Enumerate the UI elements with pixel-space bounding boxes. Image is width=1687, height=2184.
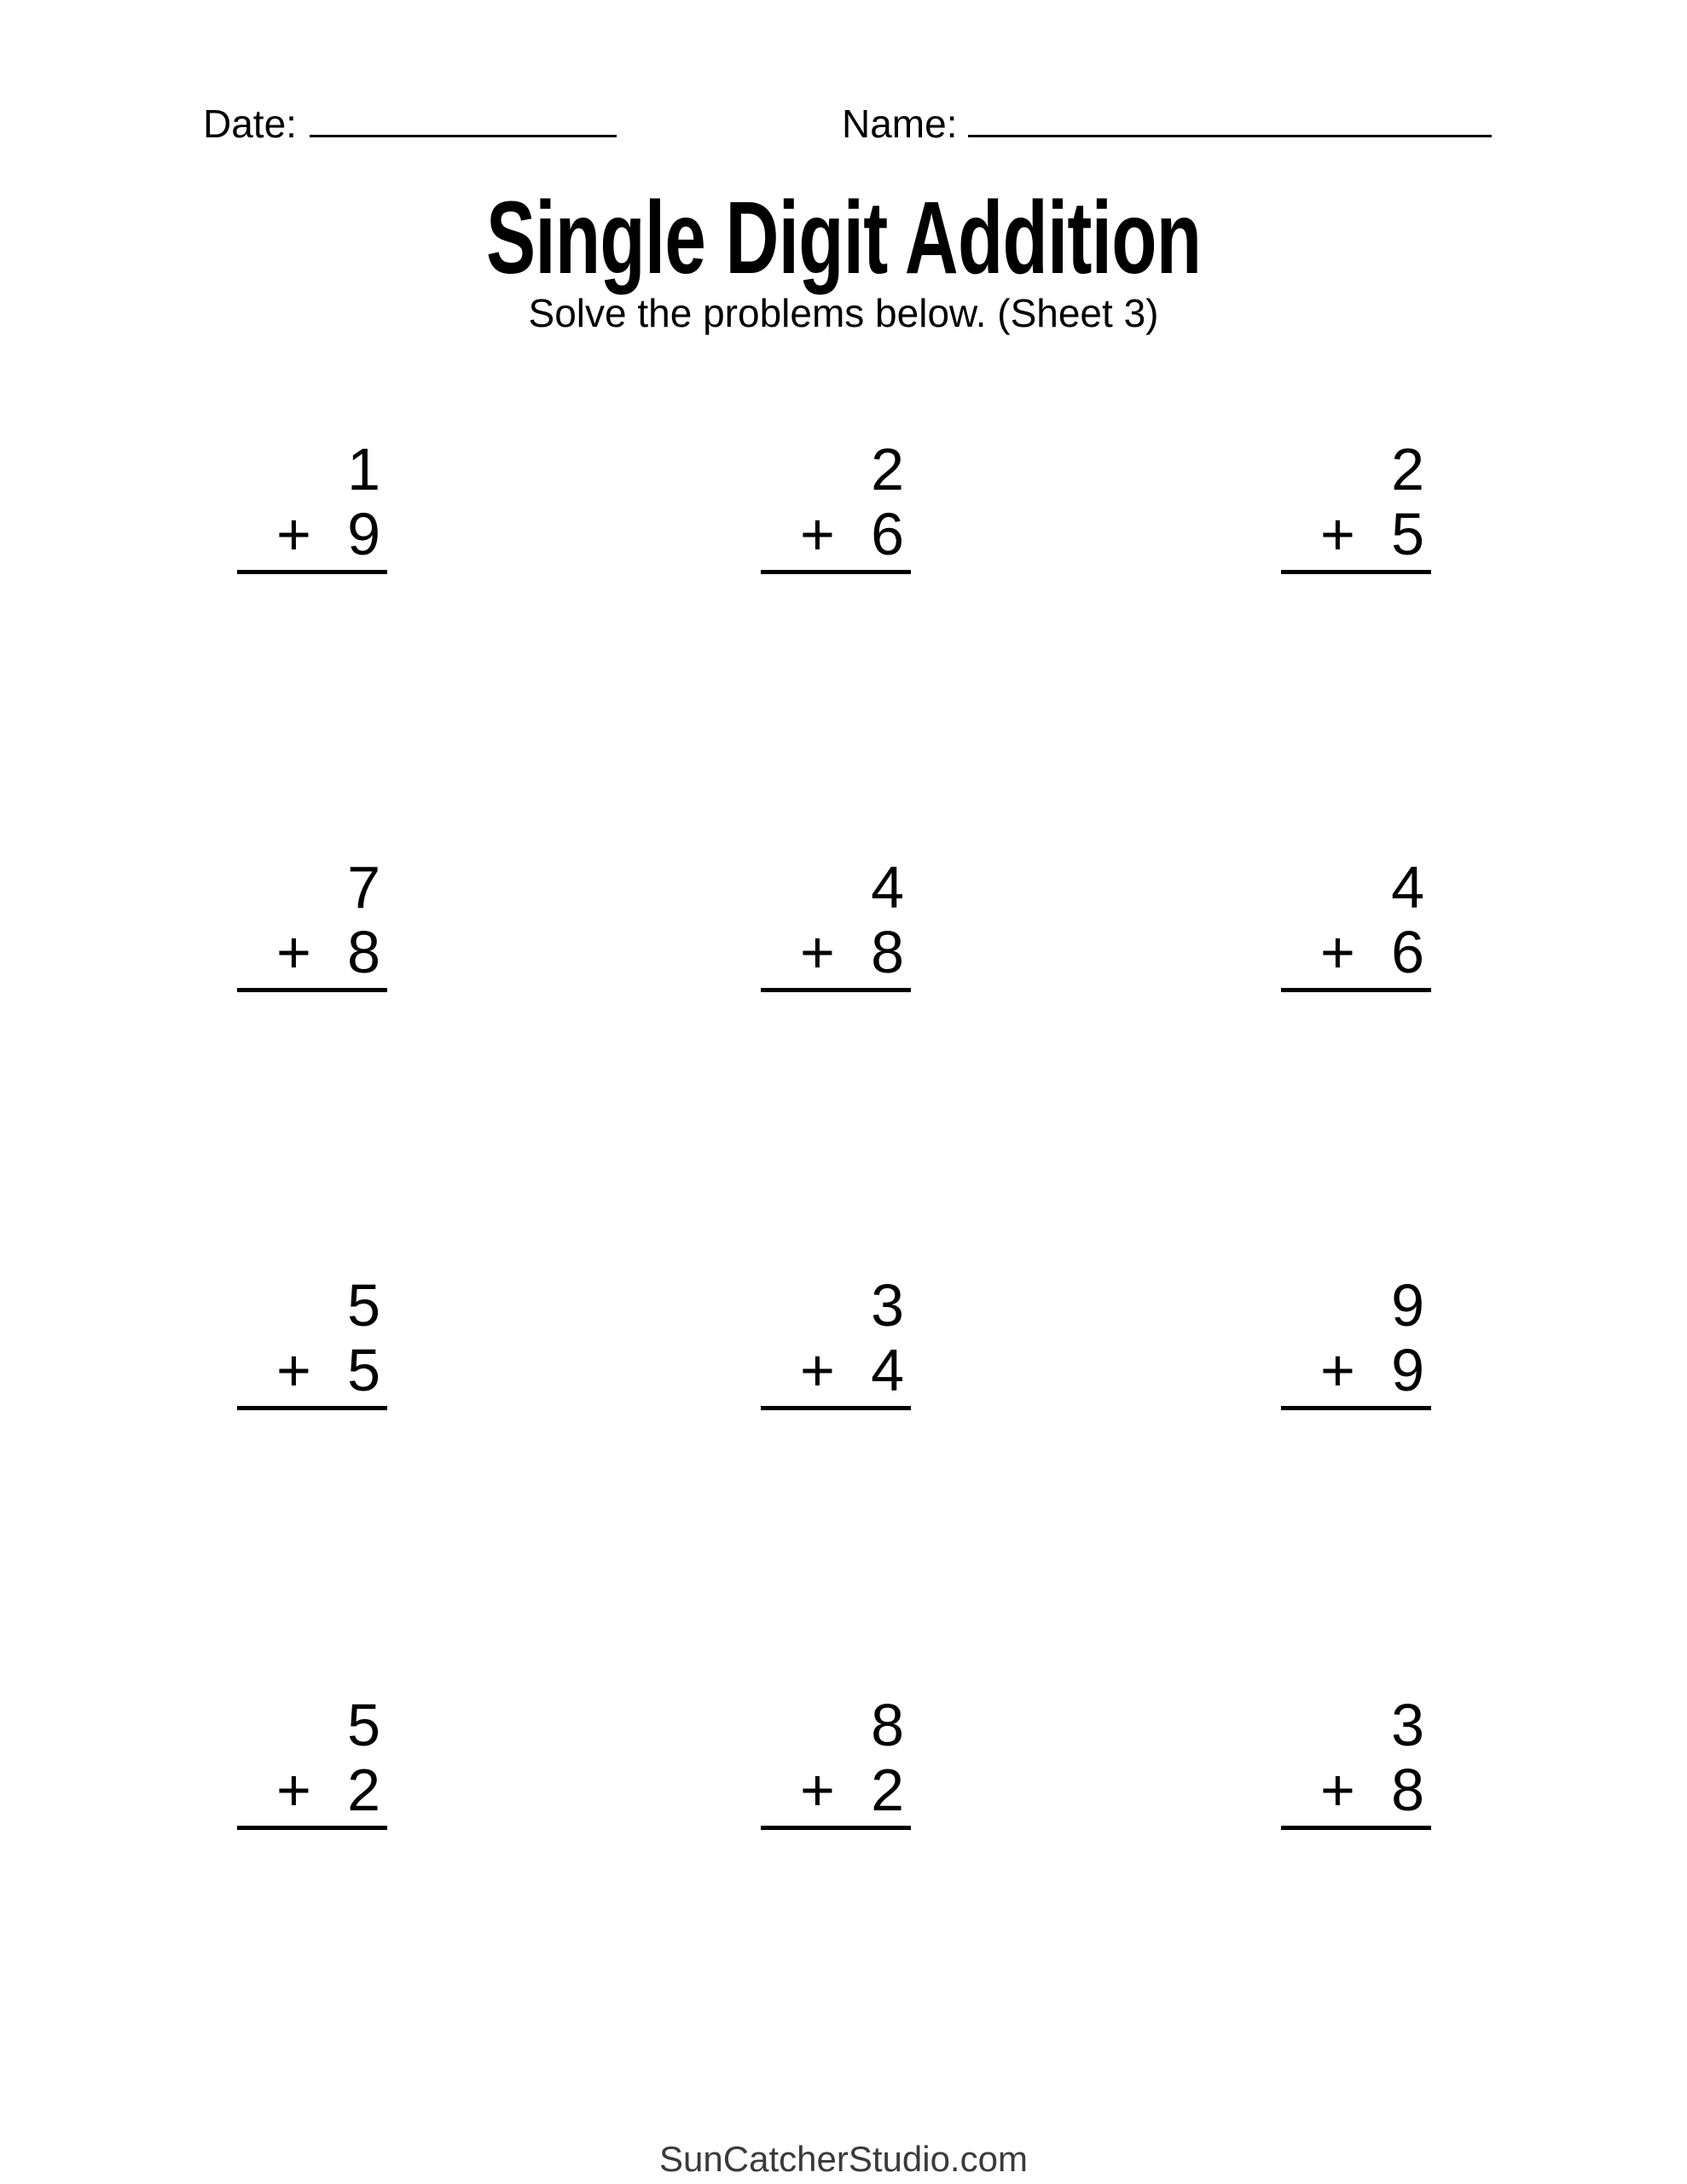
plus-operator: + <box>1320 501 1355 567</box>
answer-line[interactable] <box>761 1406 911 1410</box>
date-label: Date: <box>203 102 297 146</box>
addition-problem-8 <box>761 1273 911 1410</box>
addend-top: 9 <box>1391 1272 1424 1339</box>
answer-line[interactable] <box>237 988 387 992</box>
addend-bottom-row <box>1281 502 1431 566</box>
addend-bottom: 9 <box>1391 1337 1424 1403</box>
addend-bottom: 6 <box>871 501 904 567</box>
plus-operator: + <box>1320 919 1355 985</box>
addend-top: 3 <box>1391 1692 1424 1758</box>
addend-bottom: 2 <box>871 1757 904 1823</box>
addition-problem-5 <box>761 855 911 992</box>
answer-line[interactable] <box>237 1406 387 1410</box>
page-subtitle: Solve the problems below. (Sheet 3) <box>528 291 1159 335</box>
addend-bottom-row <box>1281 1757 1431 1822</box>
addend-top: 4 <box>1391 854 1424 921</box>
addend-bottom-row <box>1281 920 1431 985</box>
plus-operator: + <box>276 919 311 985</box>
addition-problem-3 <box>1281 437 1431 574</box>
plus-operator: + <box>800 501 835 567</box>
title-wrap <box>0 179 1687 295</box>
plus-operator: + <box>1320 1757 1355 1823</box>
plus-operator: + <box>800 1757 835 1823</box>
addition-problem-4 <box>237 855 387 992</box>
addend-bottom: 5 <box>347 1337 380 1403</box>
answer-line[interactable] <box>1281 988 1431 992</box>
addition-problem-9 <box>1281 1273 1431 1410</box>
addend-bottom-row <box>761 920 911 985</box>
plus-operator: + <box>800 919 835 985</box>
addend-bottom-row <box>237 920 387 985</box>
addend-bottom-row <box>237 502 387 566</box>
answer-line[interactable] <box>237 570 387 574</box>
plus-operator: + <box>1320 1337 1355 1403</box>
footer-site-credit: SunCatcherStudio.com <box>659 2139 1028 2179</box>
addition-problem-11 <box>761 1693 911 1830</box>
addend-top: 7 <box>347 854 380 921</box>
addend-bottom: 9 <box>347 501 380 567</box>
answer-line[interactable] <box>237 1826 387 1830</box>
addend-bottom-row <box>761 1757 911 1822</box>
addend-top: 1 <box>347 436 380 502</box>
answer-line[interactable] <box>761 570 911 574</box>
name-label: Name: <box>842 102 958 146</box>
addition-problem-12 <box>1281 1693 1431 1830</box>
answer-line[interactable] <box>761 1826 911 1830</box>
answer-line[interactable] <box>1281 570 1431 574</box>
plus-operator: + <box>276 1337 311 1403</box>
addend-bottom: 8 <box>347 919 380 985</box>
name-blank-line[interactable] <box>968 135 1492 137</box>
addition-problem-6 <box>1281 855 1431 992</box>
addend-bottom: 6 <box>1391 919 1424 985</box>
addend-bottom: 8 <box>1391 1757 1424 1823</box>
addend-top: 2 <box>871 436 904 502</box>
addend-bottom: 8 <box>871 919 904 985</box>
plus-operator: + <box>276 501 311 567</box>
addend-bottom: 2 <box>347 1757 380 1823</box>
addition-problem-2 <box>761 437 911 574</box>
addend-bottom-row <box>1281 1338 1431 1403</box>
addition-problem-10 <box>237 1693 387 1830</box>
addend-top: 8 <box>871 1692 904 1758</box>
date-blank-line[interactable] <box>310 135 617 137</box>
addend-top: 3 <box>871 1272 904 1339</box>
answer-line[interactable] <box>1281 1406 1431 1410</box>
plus-operator: + <box>276 1757 311 1823</box>
addend-bottom-row <box>237 1757 387 1822</box>
addend-bottom: 5 <box>1391 501 1424 567</box>
addend-top: 4 <box>871 854 904 921</box>
addend-top: 5 <box>347 1692 380 1758</box>
addend-bottom-row <box>237 1338 387 1403</box>
addend-bottom-row <box>761 502 911 566</box>
addend-bottom: 4 <box>871 1337 904 1403</box>
plus-operator: + <box>800 1337 835 1403</box>
answer-line[interactable] <box>1281 1826 1431 1830</box>
addend-bottom-row <box>761 1338 911 1403</box>
addend-top: 2 <box>1391 436 1424 502</box>
addition-problem-7 <box>237 1273 387 1410</box>
addition-problem-1 <box>237 437 387 574</box>
answer-line[interactable] <box>761 988 911 992</box>
addend-top: 5 <box>347 1272 380 1339</box>
page-title: Single Digit Addition <box>485 179 1202 295</box>
